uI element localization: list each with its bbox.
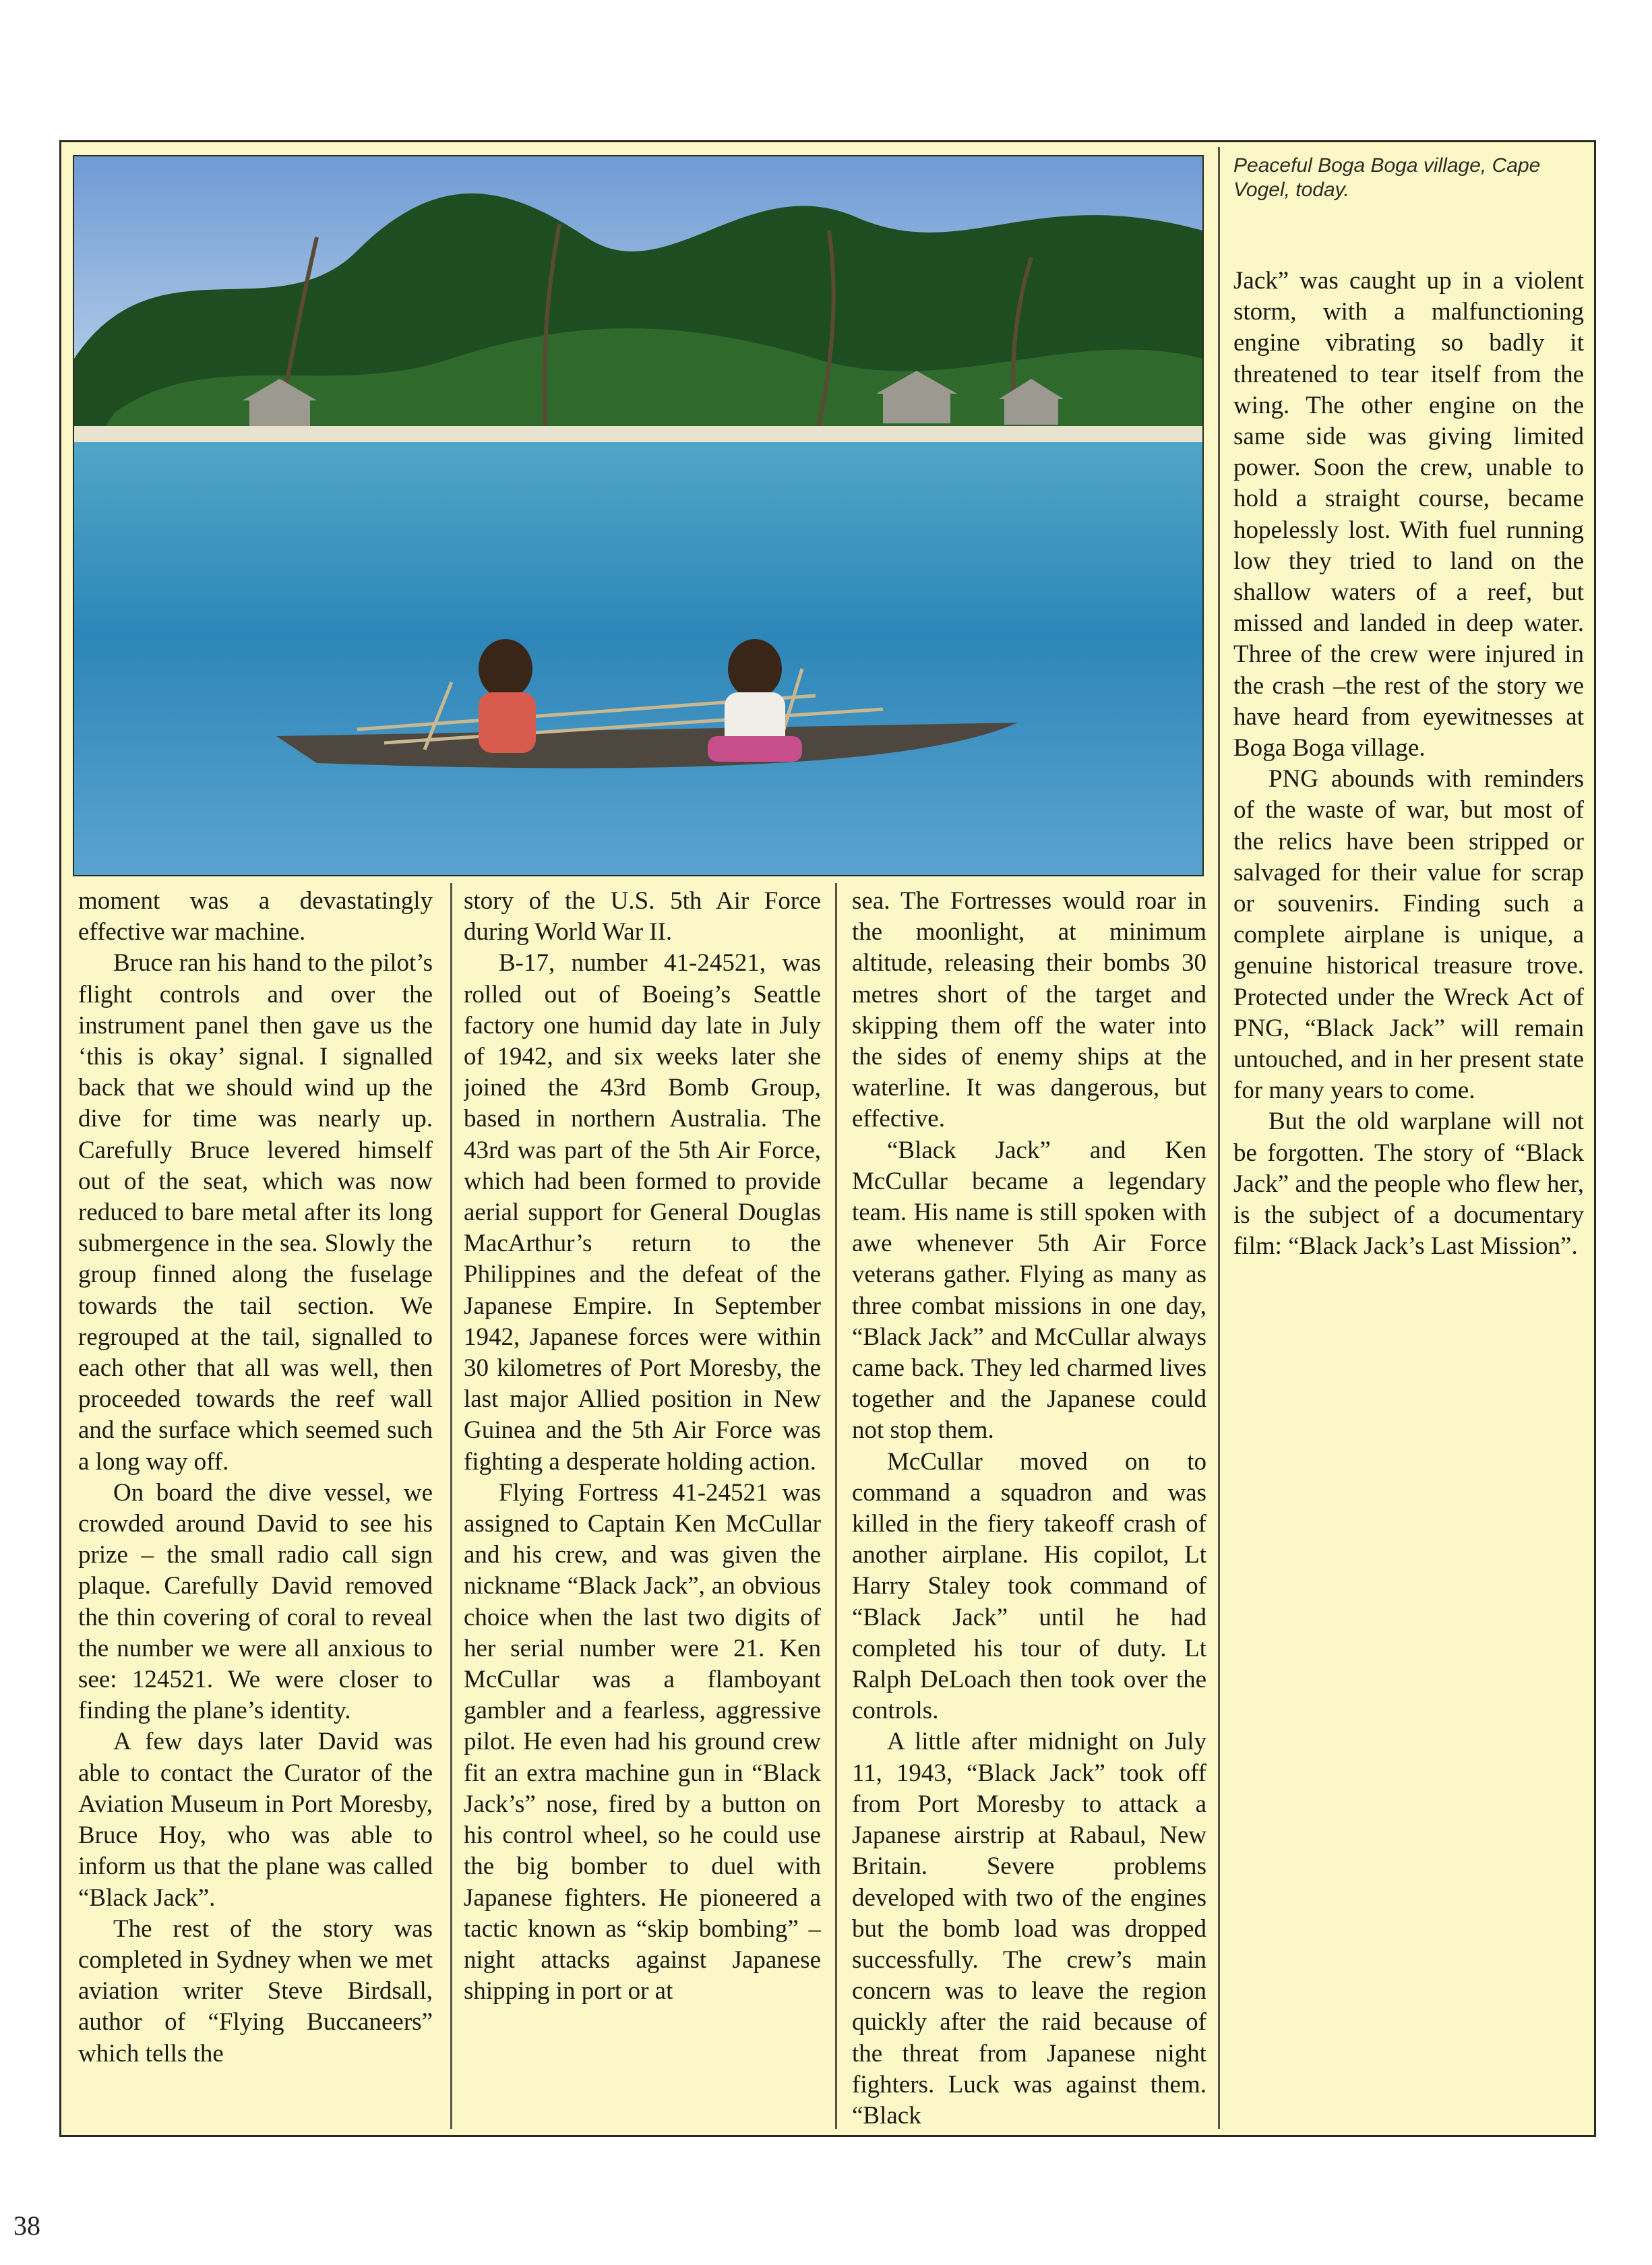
page-number: 38 [13,2210,40,2241]
village-photo [73,155,1204,876]
article-column-1 [78,886,433,2132]
column-divider [1218,147,1220,2129]
paragraph: Jack” was caught up in a violent storm, with a malfunctioning engine vibrating so badly it threatened to tear itself from the wing. The other engine on the same side was giving limited power. Soon the crew, unable to hold a straight course, became hopelessly lost. With fuel running low they tried to land on the shallow waters of a reef, but missed and landed in deep water. Three of the crew were injured in the crash –the rest of the story we have heard from eyewitnesses at Boga Boga village. [1233,267,1584,762]
paragraph: But the old warplane will not be forgotten. The story of “Black Jack” and the people who flew her, is the subject of a documentary film: “Black Jack’s Last Mission”. [1233,1108,1584,1261]
paragraph: PNG abounds with reminders of the waste of war, but most of the relics have been stripped or salvaged for their value for scrap or souvenirs. Finding such a complete airplane is unique, a genuine historical treasure trove. Protected under the Wreck Act of PNG, “Black Jack” will remain untouched, and in her present state for many years to come. [1233,765,1584,1105]
paragraph: Bruce ran his hand to the pilot’s flight controls and over the instrument panel then gave us the ‘this is okay’ signal. I signalled back that we should wind up the dive for time was nearly up. Carefully Bruce levered himself out of the seat, which was now reduced to bare metal after its long submergence in the sea. Slowly the group finned along the fuselage towards the tail section. We regrouped at the tail, signalled to each other that all was well, then proceeded towards the reef wall and the surface which seemed such a long way off. [78,949,433,1476]
paragraph: sea. The Fortresses would roar in the moonlight, at minimum altitude, releasing their bombs 30 metres short of the target and skipping them off the water into the sides of enemy ships at the waterline. It was dangerous, but effective. [852,887,1206,1133]
article-column-4 [1233,266,1584,2126]
column-divider [835,883,837,2129]
photo-caption: Peaceful Boga Boga village, Cape Vogel, today. [1233,154,1541,201]
paragraph: McCullar moved on to command a squadron and was killed in the fiery takeoff crash of another airplane. His copilot, Lt Harry Staley took command of “Black Jack” until he had completed his tour of duty. Lt Ralph DeLoach then took over the controls. [852,1447,1206,1725]
paragraph: A little after midnight on July 11, 1943, “Black Jack” took off from Port Moresby to attack a Japanese airstrip at Rabaul, New Britain. Severe problems developed with two of the engines but the bomb load was dropped successfully. The crew’s main concern was to leave the region quickly after the raid because of the threat from Japanese night fighters. Luck was against them. “Black [852,1728,1206,2130]
paragraph: Flying Fortress 41-24521 was assigned to Captain Ken McCullar and his crew, and was given the nickname “Black Jack”, an obvious choice when the last two digits of her serial number were 21. Ken McCullar was a flamboyant gambler and a fearless, aggressive pilot. He even had his ground crew fit an extra machine gun in “Black Jack’s” nose, fired by a button on his control wheel, so he could use the big bomber to duel with Japanese fighters. He pioneered a tactic known as “skip bombing” – night attacks against Japanese shipping in port or at [464,1478,821,2005]
paragraph: moment was a devastatingly effective war machine. [78,887,433,946]
paragraph: A few days later David was able to contact the Curator of the Aviation Museum in Port Moresby, Bruce Hoy, who was able to inform us that the plane was called “Black Jack”. [78,1728,433,1912]
paragraph: The rest of the story was completed in Sydney when we met aviation writer Steve Birdsall, author of “Flying Buccaneers” which tells the [78,1914,433,2067]
paragraph: “Black Jack” and Ken McCullar became a legendary team. His name is still spoken with awe whenever 5th Air Force veterans gather. Flying as many as three combat missions in one day, “Black Jack” and McCullar always came back. They led charmed lives together and the Japanese could not stop them. [852,1136,1206,1445]
article-column-3 [852,886,1206,2132]
paragraph: On board the dive vessel, we crowded around David to see his prize – the small radio call sign plaque. Carefully David removed the thin covering of coral to reveal the number we were all anxious to see: 124521. We were closer to finding the plane’s identity. [78,1478,433,1725]
article-column-2 [464,886,821,2132]
paragraph: B-17, number 41-24521, was rolled out of Boeing’s Seattle factory one humid day late in July of 1942, and six weeks later she joined the 43rd Bomb Group, based in northern Australia. The 43rd was part of the 5th Air Force, which had been formed to provide aerial support for General Douglas MacArthur’s return to the Philippines and the defeat of the Japanese Empire. In September 1942, Japanese forces were within 30 kilometres of Port Moresby, the last major Allied position in New Guinea and the 5th Air Force was fighting a desperate holding action. [464,949,821,1476]
paragraph: story of the U.S. 5th Air Force during World War II. [464,887,821,946]
column-divider [450,883,452,2129]
